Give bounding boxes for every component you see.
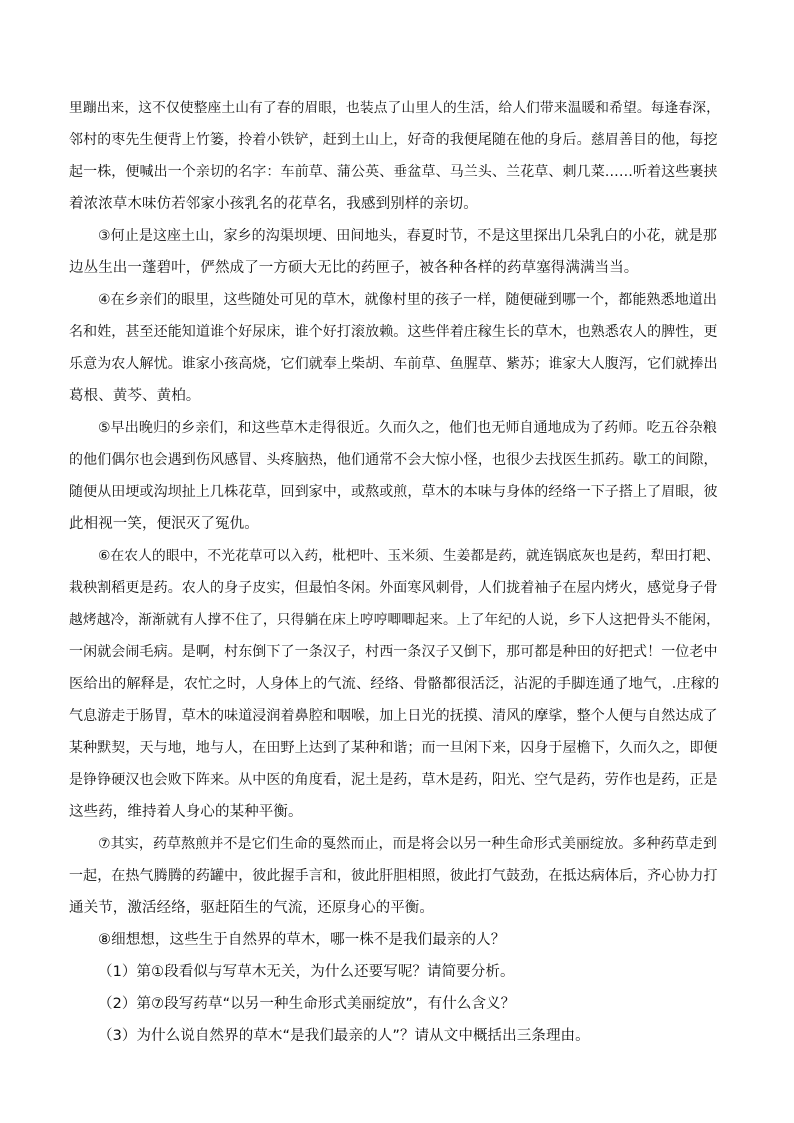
question-1: （1）第①段看似与写草木无关，为什么还要写呢？请简要分析。 <box>98 964 515 980</box>
paragraph-5-line-1: ⑤早出晚归的乡亲们，和这些草木走得很近。久而久之，他们也无师自通地成为了药师。吃五谷杂粮 <box>98 420 717 436</box>
paragraph-4-line-2: 名和姓，甚至还能知道谁个好尿床，谁个好打滚放赖。这些伴着庄稼生长的草木，也熟悉农人的脾性，更 <box>69 324 718 340</box>
paragraph-4-line-4: 葛根、黄芩、黄柏。 <box>69 388 201 404</box>
paragraph-6-line-4: 一闲就会闹毛病。是啊，村东倒下了一条汉子，村西一条汉子又倒下，那可都是种田的好把式！一位老中 <box>69 644 718 660</box>
paragraph-3-line-1: ③何止是这座土山，家乡的沟渠坝埂、田间地头，春夏时节，不是这里探出几朵乳白的小花，就是那 <box>98 228 717 244</box>
paragraph-5-line-2: 的他们偶尔也会遇到伤风感冒、头疼脑热，他们通常不会大惊小怪，也很少去找医生抓药。歇工的间隙， <box>69 452 718 468</box>
paragraph-6-line-2: 栽秧割稻更是药。农人的身子皮实，但最怕冬闲。外面寒风刺骨，人们拢着袖子在屋内烤火，感觉身子骨 <box>69 580 718 596</box>
paragraph-6-line-5: 医给出的解释是，农忙之时，人身体上的气流、经络、骨骼都很活泛，沾泥的手脚连通了地气，.庄稼的 <box>69 676 720 692</box>
paragraph-6-line-3: 越烤越冷，渐渐就有人撑不住了，只得躺在床上哼哼唧唧起来。上了年纪的人说，乡下人这把骨头不能闲， <box>69 612 720 628</box>
paragraph-5-line-3: 随便从田埂或沟坝扯上几株花草，回到家中，或熬或煎，草木的本味与身体的经络一下子搭上了眉眼，彼 <box>69 484 718 500</box>
paragraph-8-line-1: ⑧细想想，这些生于自然界的草木，哪一株不是我们最亲的人？ <box>98 932 506 948</box>
text-line-3: 起一株，便喊出一个亲切的名字：车前草、蒲公英、垂盆草、马兰头、兰花草、刺几菜……听着这些裹挟 <box>69 164 718 180</box>
paragraph-5-line-4: 此相视一笑，便泯灭了冤仇。 <box>69 516 259 532</box>
question-3: （3）为什么说自然界的草木“是我们最亲的人”？请从文中概括出三条理由。 <box>98 1028 590 1044</box>
paragraph-6-line-8: 是铮铮硬汉也会败下阵来。从中医的角度看，泥土是药，草木是药，阳光、空气是药，劳作也是药，正是 <box>69 772 718 788</box>
paragraph-6-line-9: 这些药，维持着人身心的某种平衡。 <box>69 804 303 820</box>
paragraph-7-line-3: 通关节，激活经络，驱赶陌生的气流，还原身心的平衡。 <box>69 900 434 916</box>
paragraph-6-line-6: 气息游走于肠胃，草木的味道浸润着鼻腔和咽喉，加上日光的抚摸、清风的摩挲，整个人便与自然达成了 <box>69 708 718 724</box>
paragraph-3-line-2: 边丛生出一蓬碧叶，俨然成了一方硕大无比的药匣子，被各种各样的药草塞得满满当当。 <box>69 260 639 276</box>
text-line-2: 邻村的枣先生便背上竹篓，拎着小铁铲，赶到土山上，好奇的我便尾随在他的身后。慈眉善目的他，每挖 <box>69 132 718 148</box>
paragraph-7-line-1: ⑦其实，药草熬煎并不是它们生命的戛然而止，而是将会以另一种生命形式美丽绽放。多种药草走到 <box>98 836 717 852</box>
document-page <box>69 92 727 1052</box>
text-line-4: 着浓浓草木味仿若邻家小孩乳名的花草名，我感到别样的亲切。 <box>69 196 478 212</box>
paragraph-7-line-2: 一起，在热气腾腾的药罐中，彼此握手言和，彼此肝胆相照，彼此打气鼓劲，在抵达病体后，齐心协力打 <box>69 868 718 884</box>
question-2: （2）第⑦段写药草“以另一种生命形式美丽绽放”，有什么含义？ <box>98 996 516 1012</box>
paragraph-4-line-3: 乐意为农人解忧。谁家小孩高烧，它们就奉上柴胡、车前草、鱼腥草、紫苏；谁家大人腹泻，它们就捧出 <box>69 356 718 372</box>
paragraph-6-line-1: ⑥在农人的眼中，不光花草可以入药，枇杷叶、玉米须、生姜都是药，就连锅底灰也是药，犁田打耙、 <box>98 548 720 564</box>
paragraph-4-line-1: ④在乡亲们的眼里，这些随处可见的草木，就像村里的孩子一样，随便碰到哪一个，都能熟悉地道出 <box>98 292 717 308</box>
paragraph-6-line-7: 某种默契，天与地，地与人，在田野上达到了某种和谐；而一旦闲下来，囚身于屋檐下，久而久之，即便 <box>69 740 718 756</box>
text-line-1: 里蹦出来，这不仅使整座土山有了春的眉眼，也装点了山里人的生活，给人们带来温暖和希望。每逢春深， <box>69 100 720 116</box>
